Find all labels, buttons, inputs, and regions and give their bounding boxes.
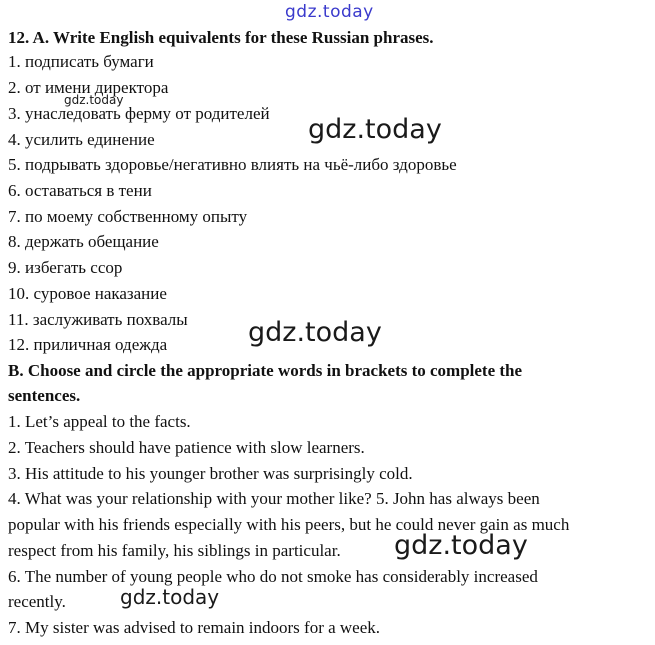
list-a-item: 2. от имени директора (8, 78, 169, 97)
watermark: gdz.today (308, 114, 442, 145)
list-a-item: 10. суровое наказание (8, 284, 167, 303)
list-a-item: 3. унаследовать ферму от родителей (8, 104, 270, 123)
list-a-item: 9. избегать ссор (8, 258, 123, 277)
list-b-item: 1. Let’s appeal to the facts. (8, 412, 191, 431)
list-a-item: 8. держать обещание (8, 232, 159, 251)
list-a-item: 5. подрывать здоровье/негативно влиять на чьё-либо здоровье (8, 155, 457, 174)
list-b-item: 3. His attitude to his younger brother was surprisingly cold. (8, 464, 413, 483)
section-a-heading: 12. A. Write English equivalents for these Russian phrases. (8, 28, 434, 47)
list-a-item: 4. усилить единение (8, 130, 155, 149)
list-a-item: 1. подписать бумаги (8, 52, 154, 71)
list-b-item: 6. The number of young people who do not smoke has considerably increased (8, 567, 538, 586)
list-a-item: 7. по моему собственному опыту (8, 207, 248, 226)
section-b-heading-cont: sentences. (8, 386, 81, 405)
list-b-item: 7. My sister was advised to remain indoors for a week. (8, 618, 381, 637)
watermark-top: gdz.today (285, 2, 374, 22)
watermark: gdz.today (120, 585, 220, 609)
watermark: gdz.today (394, 530, 528, 561)
list-b-item: 4. What was your relationship with your mother like? 5. John has always been (8, 489, 540, 508)
list-a-item: 6. оставаться в тени (8, 181, 152, 200)
list-b-item: 2. Teachers should have patience with slow learners. (8, 438, 365, 457)
list-b-item: respect from his family, his siblings in particular. (8, 541, 341, 560)
watermark: gdz.today (248, 317, 382, 348)
list-b-item: recently. (8, 592, 66, 611)
watermark-small: gdz.today (64, 93, 124, 107)
list-a-item: 12. приличная одежда (8, 335, 168, 354)
section-b-heading: B. Choose and circle the appropriate words in brackets to complete the (8, 361, 523, 380)
list-a-item: 11. заслуживать похвалы (8, 310, 188, 329)
list-b-item: popular with his friends especially with his peers, but he could never gain as much (8, 515, 570, 534)
